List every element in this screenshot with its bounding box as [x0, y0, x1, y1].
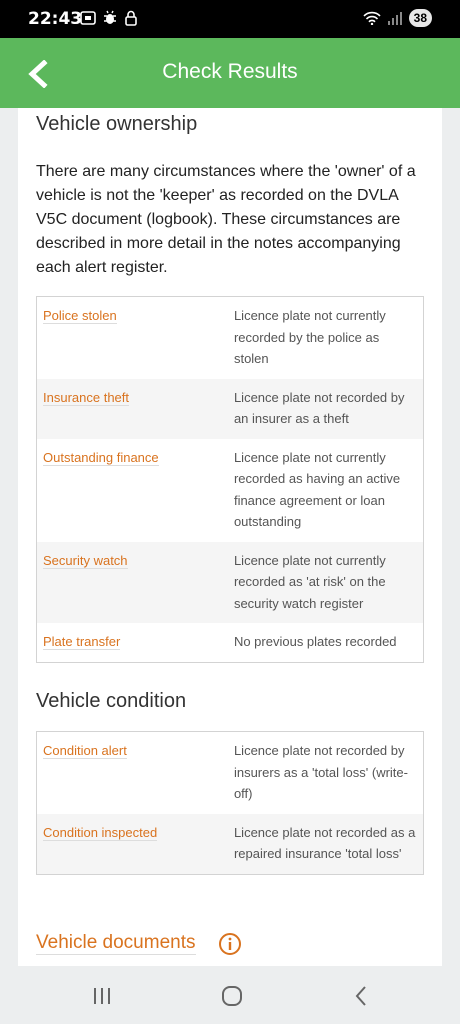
notification-icons — [80, 10, 138, 26]
table-row — [37, 439, 423, 542]
table-row — [37, 623, 423, 662]
page-title: Check Results — [162, 60, 298, 83]
outstanding-finance-status: Licence plate not currently recorded as having an active finance agreement or loan outstanding — [233, 449, 401, 529]
police-stolen-link[interactable]: Police stolen — [43, 308, 117, 323]
battery-indicator: 38 — [409, 9, 432, 27]
lock-icon — [124, 10, 138, 26]
insurance-theft-link[interactable]: Insurance theft — [43, 389, 129, 405]
police-stolen-status: Licence plate not currently recorded by the police as stolen — [233, 308, 386, 366]
system-nav-bar — [0, 966, 460, 1024]
ownership-table — [36, 296, 424, 663]
table-row — [37, 814, 423, 874]
screenshot-icon — [80, 10, 96, 26]
plate-transfer-status: No previous plates recorded — [233, 634, 397, 649]
system-icons — [363, 9, 432, 27]
bug-icon — [102, 10, 118, 26]
results-panel[interactable] — [18, 108, 442, 966]
security-watch-link[interactable]: Security watch — [43, 552, 128, 568]
outstanding-finance-link[interactable]: Outstanding finance — [43, 449, 159, 465]
app-bar — [0, 38, 460, 108]
signal-icon — [387, 11, 403, 25]
plate-transfer-link[interactable]: Plate transfer — [43, 634, 121, 649]
back-nav-button[interactable] — [348, 983, 374, 1009]
home-button[interactable] — [219, 983, 245, 1009]
condition-alert-status: Licence plate not recorded by insurers as a 'total loss' (write-off) — [233, 743, 408, 801]
ownership-title: Vehicle ownership — [36, 113, 198, 135]
back-nav-icon — [354, 985, 368, 1007]
ownership-intro: There are many circumstances where the 'owner' of a vehicle is not the 'keeper' as recorded on the DVLA V5C document (logbook). These circumstances are described in more detail in the notes accompanying each alert register. — [36, 163, 416, 276]
condition-alert-link[interactable]: Condition alert — [43, 743, 127, 758]
condition-inspected-link[interactable]: Condition inspected — [43, 824, 158, 840]
vehicle-documents-link[interactable]: Vehicle documents — [36, 932, 196, 953]
table-row — [37, 732, 423, 814]
table-row — [37, 542, 423, 624]
home-icon — [221, 985, 243, 1007]
insurance-theft-status: Licence plate not recorded by an insurer as a theft — [233, 389, 405, 426]
recent-apps-icon — [91, 986, 113, 1006]
status-bar — [0, 0, 460, 38]
wifi-icon — [363, 11, 381, 25]
status-time: 22:43 — [28, 9, 83, 29]
info-icon[interactable] — [218, 932, 242, 956]
table-row — [37, 297, 423, 379]
recent-apps-button[interactable] — [89, 983, 115, 1009]
table-row — [37, 379, 423, 439]
condition-inspected-status: Licence plate not recorded as a repaired insurance 'total loss' — [233, 824, 416, 861]
security-watch-status: Licence plate not currently recorded as 'at risk' on the security watch register — [233, 552, 386, 611]
condition-title: Vehicle condition — [36, 690, 187, 712]
condition-table — [36, 731, 424, 875]
